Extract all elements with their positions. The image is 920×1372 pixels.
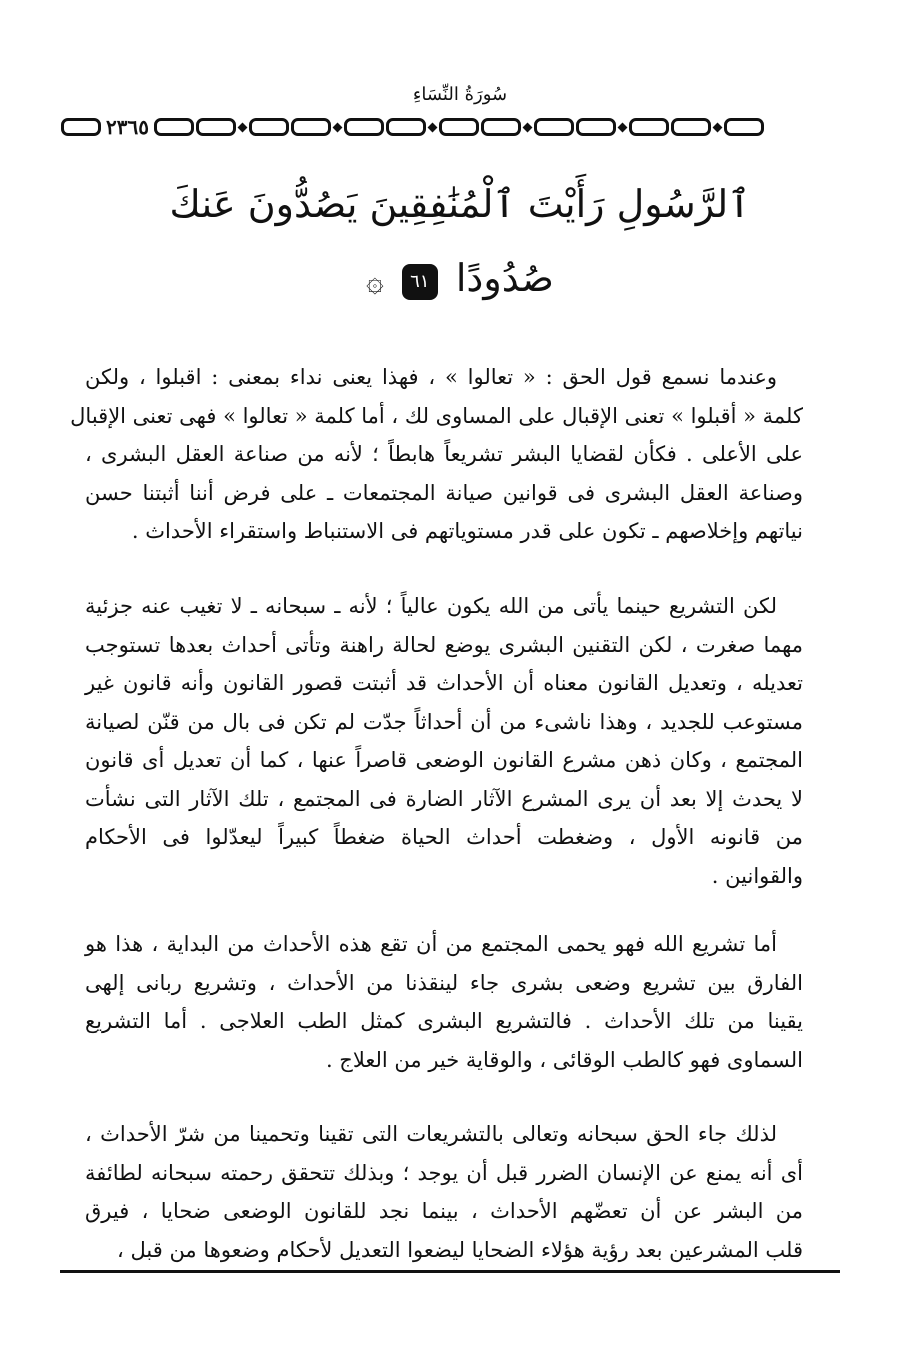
border-ornament <box>576 118 616 136</box>
text-line: مهما صغرت ، لكن التقنين البشرى يوضع لحالة راهنة وتأتى أحداث بعدها تستوجب <box>85 632 803 657</box>
border-diamond <box>238 122 248 132</box>
page-number: ٢٣٦٥ <box>106 115 149 139</box>
surah-title: سُورَةُ النِّسَاءِ <box>412 84 508 105</box>
text-line: على الأعلى . فكأن لقضايا البشر تشريعاً هابطاً ؛ لأنه من صناعة العقل البشرى ، <box>85 442 803 466</box>
border-ornament <box>291 118 331 136</box>
border-diamond <box>713 122 723 132</box>
paragraph-1 <box>70 358 803 551</box>
text-line: وصناعة العقل البشرى فى قوانين صيانة المجتمعات ـ على فرض أننا أثبتنا حسن <box>85 480 803 505</box>
quran-verse-line-1: ٱلرَّسُولِ رَأَيْتَ ٱلْمُنَٰفِقِينَ يَصُدُّونَ عَنكَ <box>169 182 751 226</box>
border-ornament <box>724 118 764 136</box>
border-diamond <box>333 122 343 132</box>
text-line: المجتمع ، وكان ذهن مشرع القانون الوضعى قاصراً عنها ، كما أن تعديل أى قانون <box>85 748 803 772</box>
text-line: أى أنه يمنع عن الإنسان الضرر قبل أن يوجد ؛ وبذلك تتحقق رحمته سبحانه لطائفة <box>85 1160 803 1185</box>
text-line: كلمة « أقبلوا » تعنى الإقبال على المساوى لك ، أما كلمة « تعالوا » فهى تعنى الإقبال <box>70 403 803 428</box>
footer-rule <box>60 1270 840 1273</box>
text-line: قلب المشرعين بعد رؤية هؤلاء الضحايا ليضعوا التعديل لأحكام وضعوها من قبل ، <box>117 1237 803 1262</box>
border-ornament <box>439 118 479 136</box>
text-line: أما تشريع الله فهو يحمى المجتمع من أن تقع هذه الأحداث من البداية ، هذا هو <box>85 932 777 956</box>
text-line: لا يحدث إلا بعد أن يرى المشرع الآثار الضارة فى المجتمع ، تلك الآثار التى نشأت <box>85 786 803 811</box>
quran-verse-line-2 <box>0 256 920 300</box>
border-ornament <box>671 118 711 136</box>
border-ornament <box>154 118 194 136</box>
border-ornament <box>481 118 521 136</box>
border-ornament <box>386 118 426 136</box>
header-border <box>60 112 830 142</box>
border-diamond <box>428 122 438 132</box>
text-line: وعندما نسمع قول الحق : « تعالوا » ، فهذا يعنى نداء بمعنى : اقبلوا ، ولكن <box>85 365 777 389</box>
text-line: من البشر عن أن تعضّهم الأحداث ، بينما نجد للقانون الوضعى ضحايا ، فيرق <box>85 1199 803 1223</box>
verse-end-ornament-icon: ۞ <box>366 264 384 299</box>
paragraph-4 <box>85 1115 803 1269</box>
text-line: السماوى فهو كالطب الوقائى ، والوقاية خير من العلاج . <box>325 1047 803 1072</box>
text-line: من قانونه الأول ، وضغطت أحداث الحياة ضغطاً كبيراً ليعدّلوا فى الأحكام <box>85 825 803 849</box>
text-line: يقينا من تلك الأحداث . فالتشريع البشرى كمثل الطب العلاجى . أما التشريع <box>85 1009 803 1033</box>
border-diamond <box>618 122 628 132</box>
border-diamond <box>523 122 533 132</box>
paragraph-2 <box>85 587 803 895</box>
border-ornament <box>249 118 289 136</box>
border-ornament <box>61 118 101 136</box>
border-ornament <box>196 118 236 136</box>
border-ornament <box>344 118 384 136</box>
border-ornament <box>629 118 669 136</box>
text-line: مستوعب للجديد ، وهذا ناشىء من أن أحداثاً جدّت لم تكن فى بال من قنّن لصيانة <box>85 709 803 734</box>
text-line: لكن التشريع حينما يأتى من الله يكون عالياً ؛ لأنه ـ سبحانه ـ لا تغيب عنه جزئية <box>85 594 777 618</box>
text-line: لذلك جاء الحق سبحانه وتعالى بالتشريعات التى تقينا وتحمينا من شرّ الأحداث ، <box>85 1122 777 1146</box>
border-ornament <box>534 118 574 136</box>
text-line: الفارق بين تشريع وضعى بشرى جاء لينقذنا من الأحداث ، وتشريع ربانى إلهى <box>85 970 803 995</box>
paragraph-3 <box>85 925 803 1079</box>
text-line: نياتهم وإخلاصهم ـ تكون على قدر مستوياتهم فى الاستنباط واستقراء الأحداث . <box>131 519 803 543</box>
text-line: تعديله ، وتعديل القانون معناه أن الأحداث قد أثبتت قصور القانون وأنه قانون غير <box>85 671 803 695</box>
verse-text: صُدُودًا <box>455 256 554 300</box>
border-chain <box>153 118 765 136</box>
text-line: والقوانين . <box>711 863 803 888</box>
ayah-number: ٦١ <box>402 264 438 300</box>
